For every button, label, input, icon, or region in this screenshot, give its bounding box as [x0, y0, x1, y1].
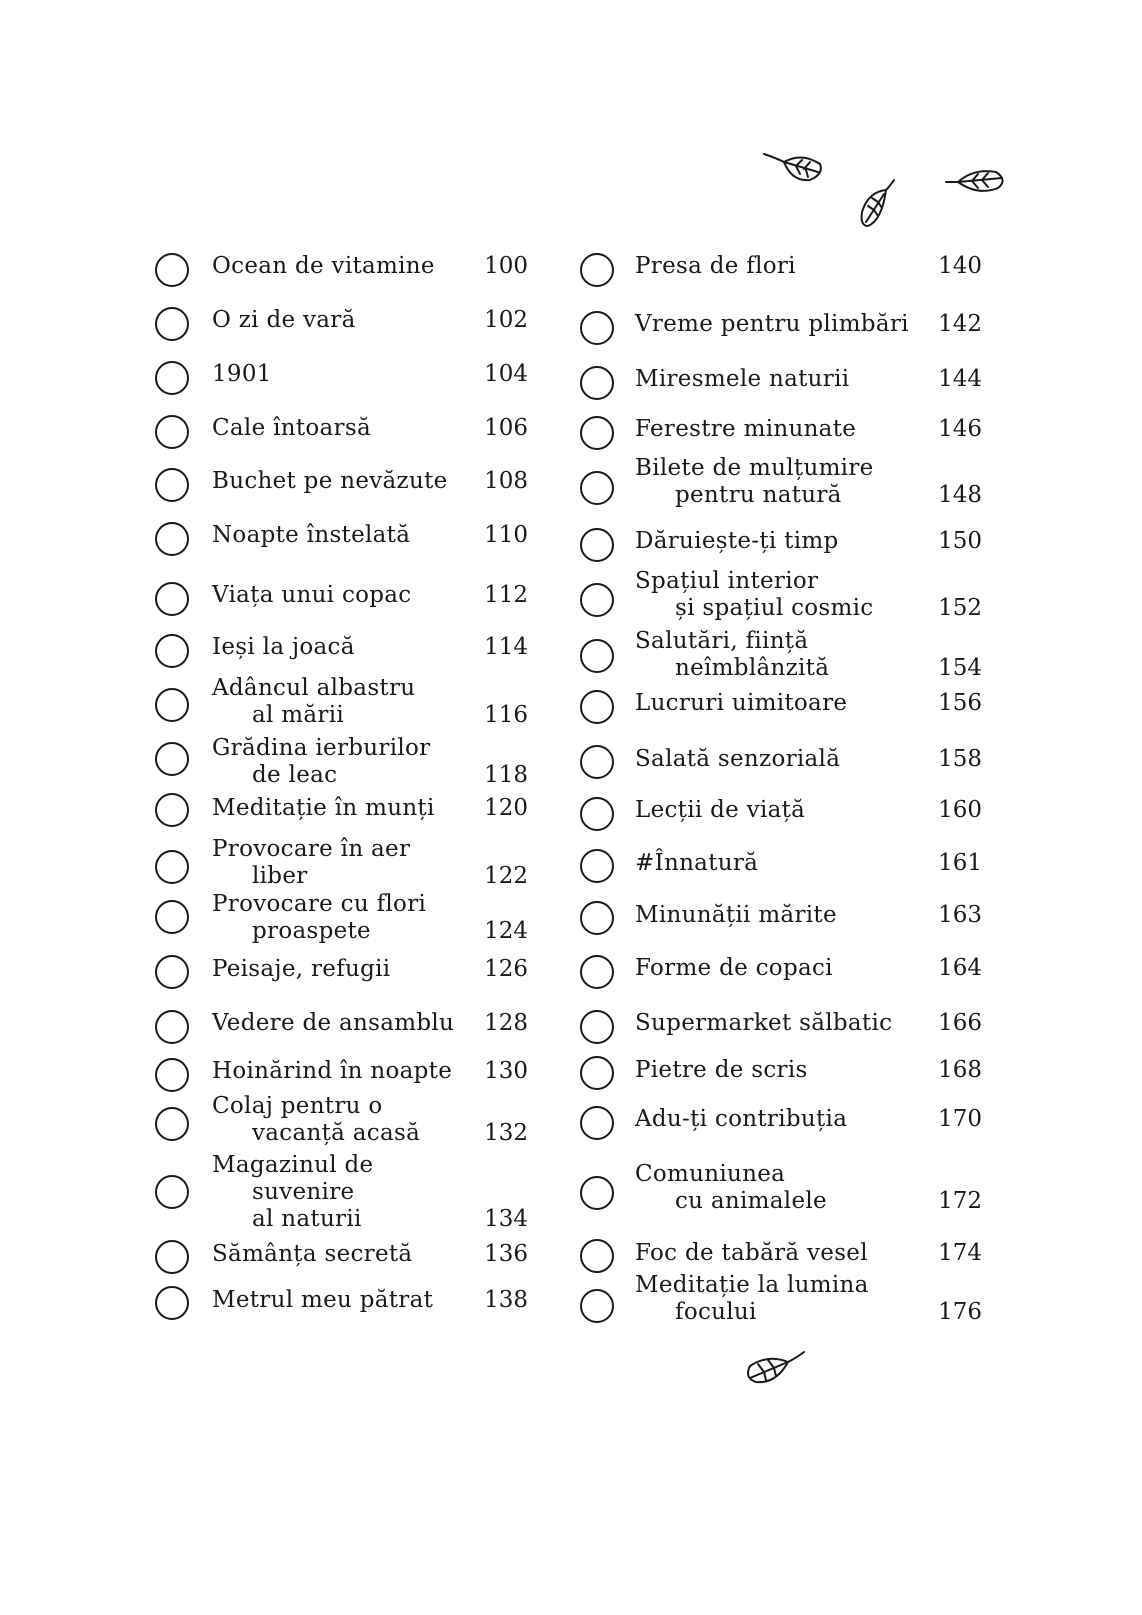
entry-title: [635, 568, 873, 622]
checkbox-circle[interactable]: [580, 528, 614, 562]
checkbox-circle[interactable]: [580, 253, 614, 287]
checkbox-circle[interactable]: [580, 1010, 614, 1044]
entry-title-line: Bilete de mulțumire: [635, 455, 874, 481]
entry-title-line: vacanță acasă: [252, 1120, 421, 1146]
page-number: 118: [484, 762, 528, 788]
entry-title: [212, 253, 435, 280]
entry-title: [635, 746, 840, 773]
entry-title-line: cu animalele: [675, 1188, 827, 1214]
entry-title: [635, 628, 829, 682]
page-number: 156: [938, 690, 982, 716]
entry-title-line: Ocean de vitamine: [212, 253, 435, 279]
entry-title-line: Pietre de scris: [635, 1057, 808, 1083]
page-number: 154: [938, 655, 982, 681]
checkbox-circle[interactable]: [155, 1286, 189, 1320]
page-number: 150: [938, 528, 982, 554]
checkbox-circle[interactable]: [580, 1239, 614, 1273]
entry-title-line: Sămânța secretă: [212, 1241, 413, 1267]
page-number: 122: [484, 863, 528, 889]
checkbox-circle[interactable]: [580, 416, 614, 450]
checkbox-circle[interactable]: [155, 688, 189, 722]
page-number: 132: [484, 1120, 528, 1146]
entry-title-line: proaspete: [252, 918, 371, 944]
entry-title: [635, 1010, 892, 1037]
page-number: 104: [484, 361, 528, 387]
entry-title-line: O zi de vară: [212, 307, 356, 333]
entry-title-line: Miresmele naturii: [635, 366, 850, 392]
checkbox-circle[interactable]: [155, 468, 189, 502]
entry-title-line: și spațiul cosmic: [675, 595, 874, 621]
entry-title-line: Presa de flori: [635, 253, 796, 279]
page-number: 176: [938, 1299, 982, 1325]
entry-title-line: #Înnatură: [635, 850, 759, 876]
checkbox-circle[interactable]: [580, 955, 614, 989]
entry-title: [212, 522, 410, 549]
entry-title-line: Salutări, ființă: [635, 628, 809, 654]
leaf-icon: [742, 1348, 808, 1388]
entry-title-line: de leac: [252, 762, 338, 788]
entry-title: [212, 1010, 454, 1037]
entry-title-line: Vedere de ansamblu: [212, 1010, 455, 1036]
checkbox-circle[interactable]: [580, 366, 614, 400]
checkbox-circle[interactable]: [155, 1107, 189, 1141]
page-number: 120: [484, 795, 528, 821]
checkbox-circle[interactable]: [155, 900, 189, 934]
entry-title-line: Foc de tabără vesel: [635, 1240, 868, 1266]
page-number: 134: [484, 1206, 528, 1232]
entry-title: [212, 634, 355, 661]
entry-title-line: Hoinărind în noapte: [212, 1058, 453, 1084]
entry-title-line: Adu-ți contribuția: [635, 1106, 848, 1132]
entry-title-line: Comuniunea: [635, 1161, 786, 1187]
checkbox-circle[interactable]: [155, 1175, 189, 1209]
entry-title: [635, 1272, 869, 1326]
page-number: 106: [484, 415, 528, 441]
page-number: 108: [484, 468, 528, 494]
page-number: 146: [938, 416, 982, 442]
checkbox-circle[interactable]: [155, 361, 189, 395]
entry-title-line: Magazinul de: [212, 1152, 374, 1178]
checkbox-circle[interactable]: [155, 742, 189, 776]
checkbox-circle[interactable]: [580, 583, 614, 617]
entry-title: [212, 956, 390, 983]
page-number: 128: [484, 1010, 528, 1036]
entry-title-line: Cale întoarsă: [212, 415, 371, 441]
page-number: 148: [938, 482, 982, 508]
entry-title-line: neîmblânzită: [675, 655, 830, 681]
entry-title: [635, 528, 839, 555]
leaf-icon: [944, 166, 1010, 196]
entry-title-line: Minunății mărite: [635, 902, 837, 928]
checkbox-circle[interactable]: [580, 639, 614, 673]
entry-title: [635, 1161, 827, 1215]
entry-title-line: focului: [675, 1299, 757, 1325]
entry-title: [635, 797, 805, 824]
entry-title-line: Forme de copaci: [635, 955, 833, 981]
page-number: 174: [938, 1240, 982, 1266]
checkbox-circle[interactable]: [580, 901, 614, 935]
entry-title-line: Provocare în aer: [212, 836, 411, 862]
page-number: 168: [938, 1057, 982, 1083]
checkbox-circle[interactable]: [580, 1056, 614, 1090]
page-number: 138: [484, 1287, 528, 1313]
checkbox-circle[interactable]: [155, 522, 189, 556]
page-number: 114: [484, 634, 528, 660]
page-number: 112: [484, 582, 528, 608]
checkbox-circle[interactable]: [155, 850, 189, 884]
checkbox-circle[interactable]: [580, 797, 614, 831]
page-number: 170: [938, 1106, 982, 1132]
entry-title: [212, 468, 448, 495]
checkbox-circle[interactable]: [155, 1240, 189, 1274]
entry-title-line: Meditație la lumina: [635, 1272, 869, 1298]
entry-title-line: Lecții de viață: [635, 797, 806, 823]
entry-title: [212, 1241, 412, 1268]
entry-title: [212, 1058, 452, 1085]
entry-title-line: Ferestre minunate: [635, 416, 857, 442]
page-number: 100: [484, 253, 528, 279]
entry-title: [635, 1057, 808, 1084]
entry-title-line: Provocare cu flori: [212, 891, 427, 917]
page-number: 163: [938, 902, 982, 928]
page-number: 164: [938, 955, 982, 981]
entry-title: [212, 735, 430, 789]
entry-title: [635, 1240, 868, 1267]
page-number: 161: [938, 850, 982, 876]
checkbox-circle[interactable]: [580, 1106, 614, 1140]
entry-title: [635, 850, 758, 877]
checkbox-circle[interactable]: [155, 1058, 189, 1092]
entry-title: [635, 690, 847, 717]
entry-title-line: Ieși la joacă: [212, 634, 355, 660]
checkbox-circle[interactable]: [155, 1010, 189, 1044]
entry-title-line: Peisaje, refugii: [212, 956, 391, 982]
checkbox-circle[interactable]: [155, 415, 189, 449]
entry-title: [212, 582, 412, 609]
entry-title: [212, 836, 410, 890]
entry-title: [635, 902, 837, 929]
entry-title-line: Viața unui copac: [212, 582, 412, 608]
entry-title: [212, 1152, 373, 1233]
entry-title-line: 1901: [212, 361, 272, 387]
checkbox-circle[interactable]: [580, 1289, 614, 1323]
page-number: 124: [484, 918, 528, 944]
entry-title-line: suvenire: [252, 1179, 355, 1205]
page-number: 126: [484, 956, 528, 982]
entry-title-line: al mării: [252, 702, 345, 728]
checkbox-circle[interactable]: [155, 582, 189, 616]
checkbox-circle[interactable]: [155, 253, 189, 287]
page-number: 144: [938, 366, 982, 392]
page-number: 172: [938, 1188, 982, 1214]
entry-title-line: pentru natură: [675, 482, 842, 508]
page-number: 152: [938, 595, 982, 621]
entry-title: [212, 795, 435, 822]
entry-title: [212, 1093, 420, 1147]
entry-title-line: Metrul meu pătrat: [212, 1287, 434, 1313]
page-number: 140: [938, 253, 982, 279]
entry-title: [635, 253, 796, 280]
entry-title-line: Supermarket sălbatic: [635, 1010, 893, 1036]
entry-title-line: Grădina ierburilor: [212, 735, 431, 761]
checkbox-circle[interactable]: [155, 793, 189, 827]
entry-title-line: Buchet pe nevăzute: [212, 468, 448, 494]
page-number: 142: [938, 311, 982, 337]
entry-title: [635, 455, 874, 509]
checkbox-circle[interactable]: [580, 471, 614, 505]
entry-title-line: Meditație în munți: [212, 795, 435, 821]
entry-title: [212, 307, 356, 334]
entry-title: [212, 415, 371, 442]
checkbox-circle[interactable]: [155, 307, 189, 341]
checkbox-circle[interactable]: [155, 634, 189, 668]
entry-title: [212, 891, 426, 945]
entry-title-line: Vreme pentru plimbări: [635, 311, 909, 337]
page-number: 130: [484, 1058, 528, 1084]
page-number: 166: [938, 1010, 982, 1036]
entry-title: [635, 366, 849, 393]
checkbox-circle[interactable]: [580, 849, 614, 883]
leaf-icon: [854, 178, 900, 230]
entry-title-line: Adâncul albastru: [212, 675, 416, 701]
entry-title-line: al naturii: [252, 1206, 362, 1232]
entry-title-line: Lucruri uimitoare: [635, 690, 848, 716]
entry-title-line: liber: [252, 863, 308, 889]
entry-title-line: Salată senzorială: [635, 746, 841, 772]
page-number: 116: [484, 702, 528, 728]
entry-title-line: Spațiul interior: [635, 568, 819, 594]
entry-title: [635, 1106, 847, 1133]
checkbox-circle[interactable]: [580, 690, 614, 724]
page-number: 102: [484, 307, 528, 333]
entry-title: [212, 675, 415, 729]
entry-title-line: Noapte înstelată: [212, 522, 411, 548]
leaf-icon: [762, 150, 826, 186]
entry-title-line: Colaj pentru o: [212, 1093, 383, 1119]
entry-title: [635, 416, 856, 443]
checkbox-circle[interactable]: [580, 1176, 614, 1210]
page-number: 158: [938, 746, 982, 772]
entry-title: [635, 955, 833, 982]
page-number: 160: [938, 797, 982, 823]
page-number: 136: [484, 1241, 528, 1267]
entry-title: [212, 361, 272, 388]
checkbox-circle[interactable]: [580, 745, 614, 779]
checkbox-circle[interactable]: [580, 311, 614, 345]
entry-title: [635, 311, 909, 338]
page-number: 110: [484, 522, 528, 548]
checkbox-circle[interactable]: [155, 955, 189, 989]
entry-title: [212, 1287, 433, 1314]
entry-title-line: Dăruiește-ți timp: [635, 528, 839, 554]
